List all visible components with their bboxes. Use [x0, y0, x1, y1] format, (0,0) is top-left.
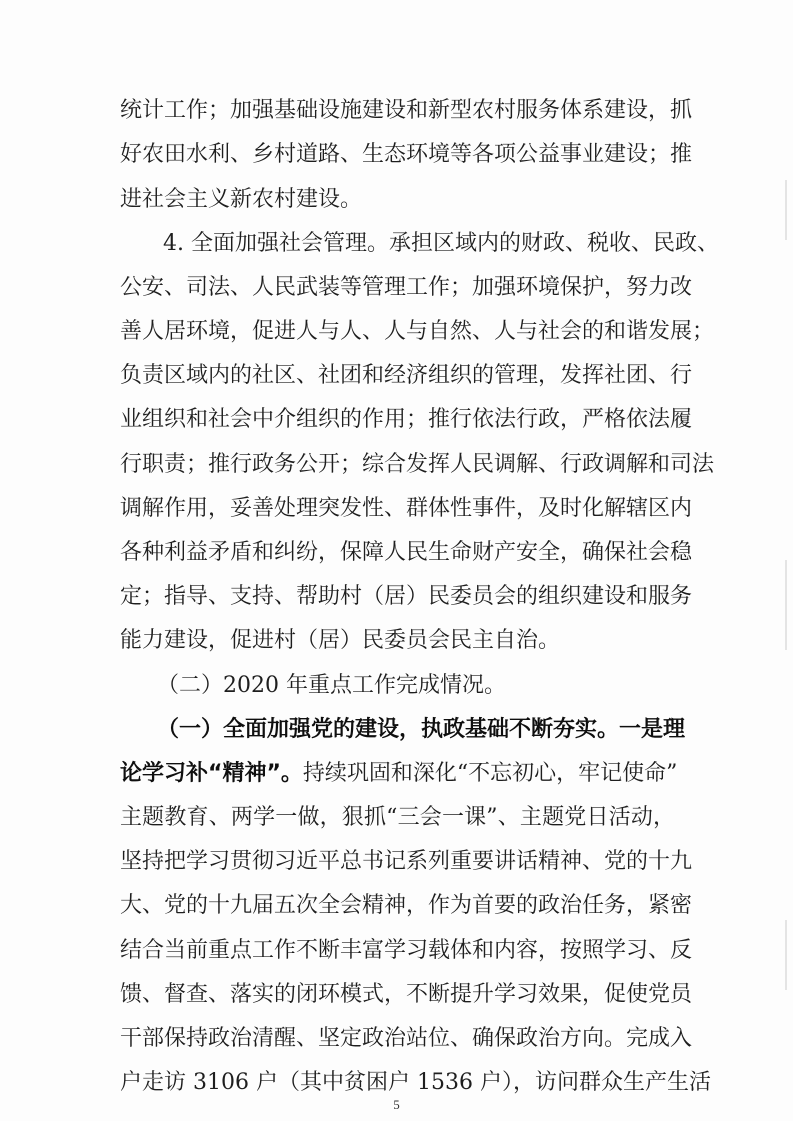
text-line: 能力建设，促进村（居）民委员会民主自治。: [120, 628, 561, 653]
text-line: 公安、司法、人民武装等管理工作；加强环境保护，努力改: [120, 275, 693, 300]
text-line-mixed: [120, 760, 678, 788]
section-heading: （二）2020 年重点工作完成情况。: [157, 673, 506, 698]
text-line: 进社会主义新农村建设。: [120, 187, 363, 212]
scan-edge-mark: [785, 560, 787, 650]
text-line: 主题教育、两学一做，狠抓“三会一课”、主题党日活动，: [120, 805, 675, 830]
text-line: 坚持把学习贯彻习近平总书记系列重要讲话精神、党的十九: [120, 849, 693, 874]
text-line: 行职责；推行政务公开；综合发挥人民调解、行政调解和司法: [120, 452, 715, 477]
text-line: 户走访 3106 户（其中贫困户 1536 户），访问群众生产生活: [120, 1070, 711, 1095]
text-line: 4. 全面加强社会管理。承担区域内的财政、税收、民政、: [163, 231, 719, 256]
text-line: 负责区域内的社区、社团和经济组织的管理，发挥社团、行: [120, 363, 693, 388]
text-line: 结合当前重点工作不断丰富学习载体和内容，按照学习、反: [120, 938, 693, 963]
text-line: 好农田水利、乡村道路、生态环境等各项公益事业建设；推: [120, 142, 693, 167]
text-line: 定；指导、支持、帮助村（居）民委员会的组织建设和服务: [120, 584, 693, 609]
text-line: 干部保持政治清醒、坚定政治站位、确保政治方向。完成入: [120, 1026, 693, 1051]
bold-phrase: 论学习补“精神”。: [120, 761, 303, 786]
text-line: 善人居环境，促进人与人、人与自然、人与社会的和谐发展；: [120, 319, 715, 344]
text-line: 业组织和社会中介组织的作用；推行依法行政，严格依法履: [120, 407, 693, 432]
scan-edge-mark: [785, 920, 787, 990]
text-span: 持续巩固和深化“不忘初心，牢记使命”: [302, 761, 678, 786]
text-line: 各种利益矛盾和纠纷，保障人民生命财产安全，确保社会稳: [120, 540, 693, 565]
page-number: 5: [393, 1097, 400, 1112]
text-line: 调解作用，妥善处理突发性、群体性事件，及时化解辖区内: [120, 496, 693, 521]
text-line: 馈、督查、落实的闭环模式，不断提升学习效果，促使党员: [120, 982, 693, 1007]
bold-lead-line: （一）全面加强党的建设，执政基础不断夯实。一是理: [157, 717, 686, 742]
text-line: 大、党的十九届五次全会精神，作为首要的政治任务，紧密: [120, 893, 693, 918]
text-line: 统计工作；加强基础设施建设和新型农村服务体系建设，抓: [120, 98, 693, 123]
scan-edge-mark: [785, 180, 787, 240]
